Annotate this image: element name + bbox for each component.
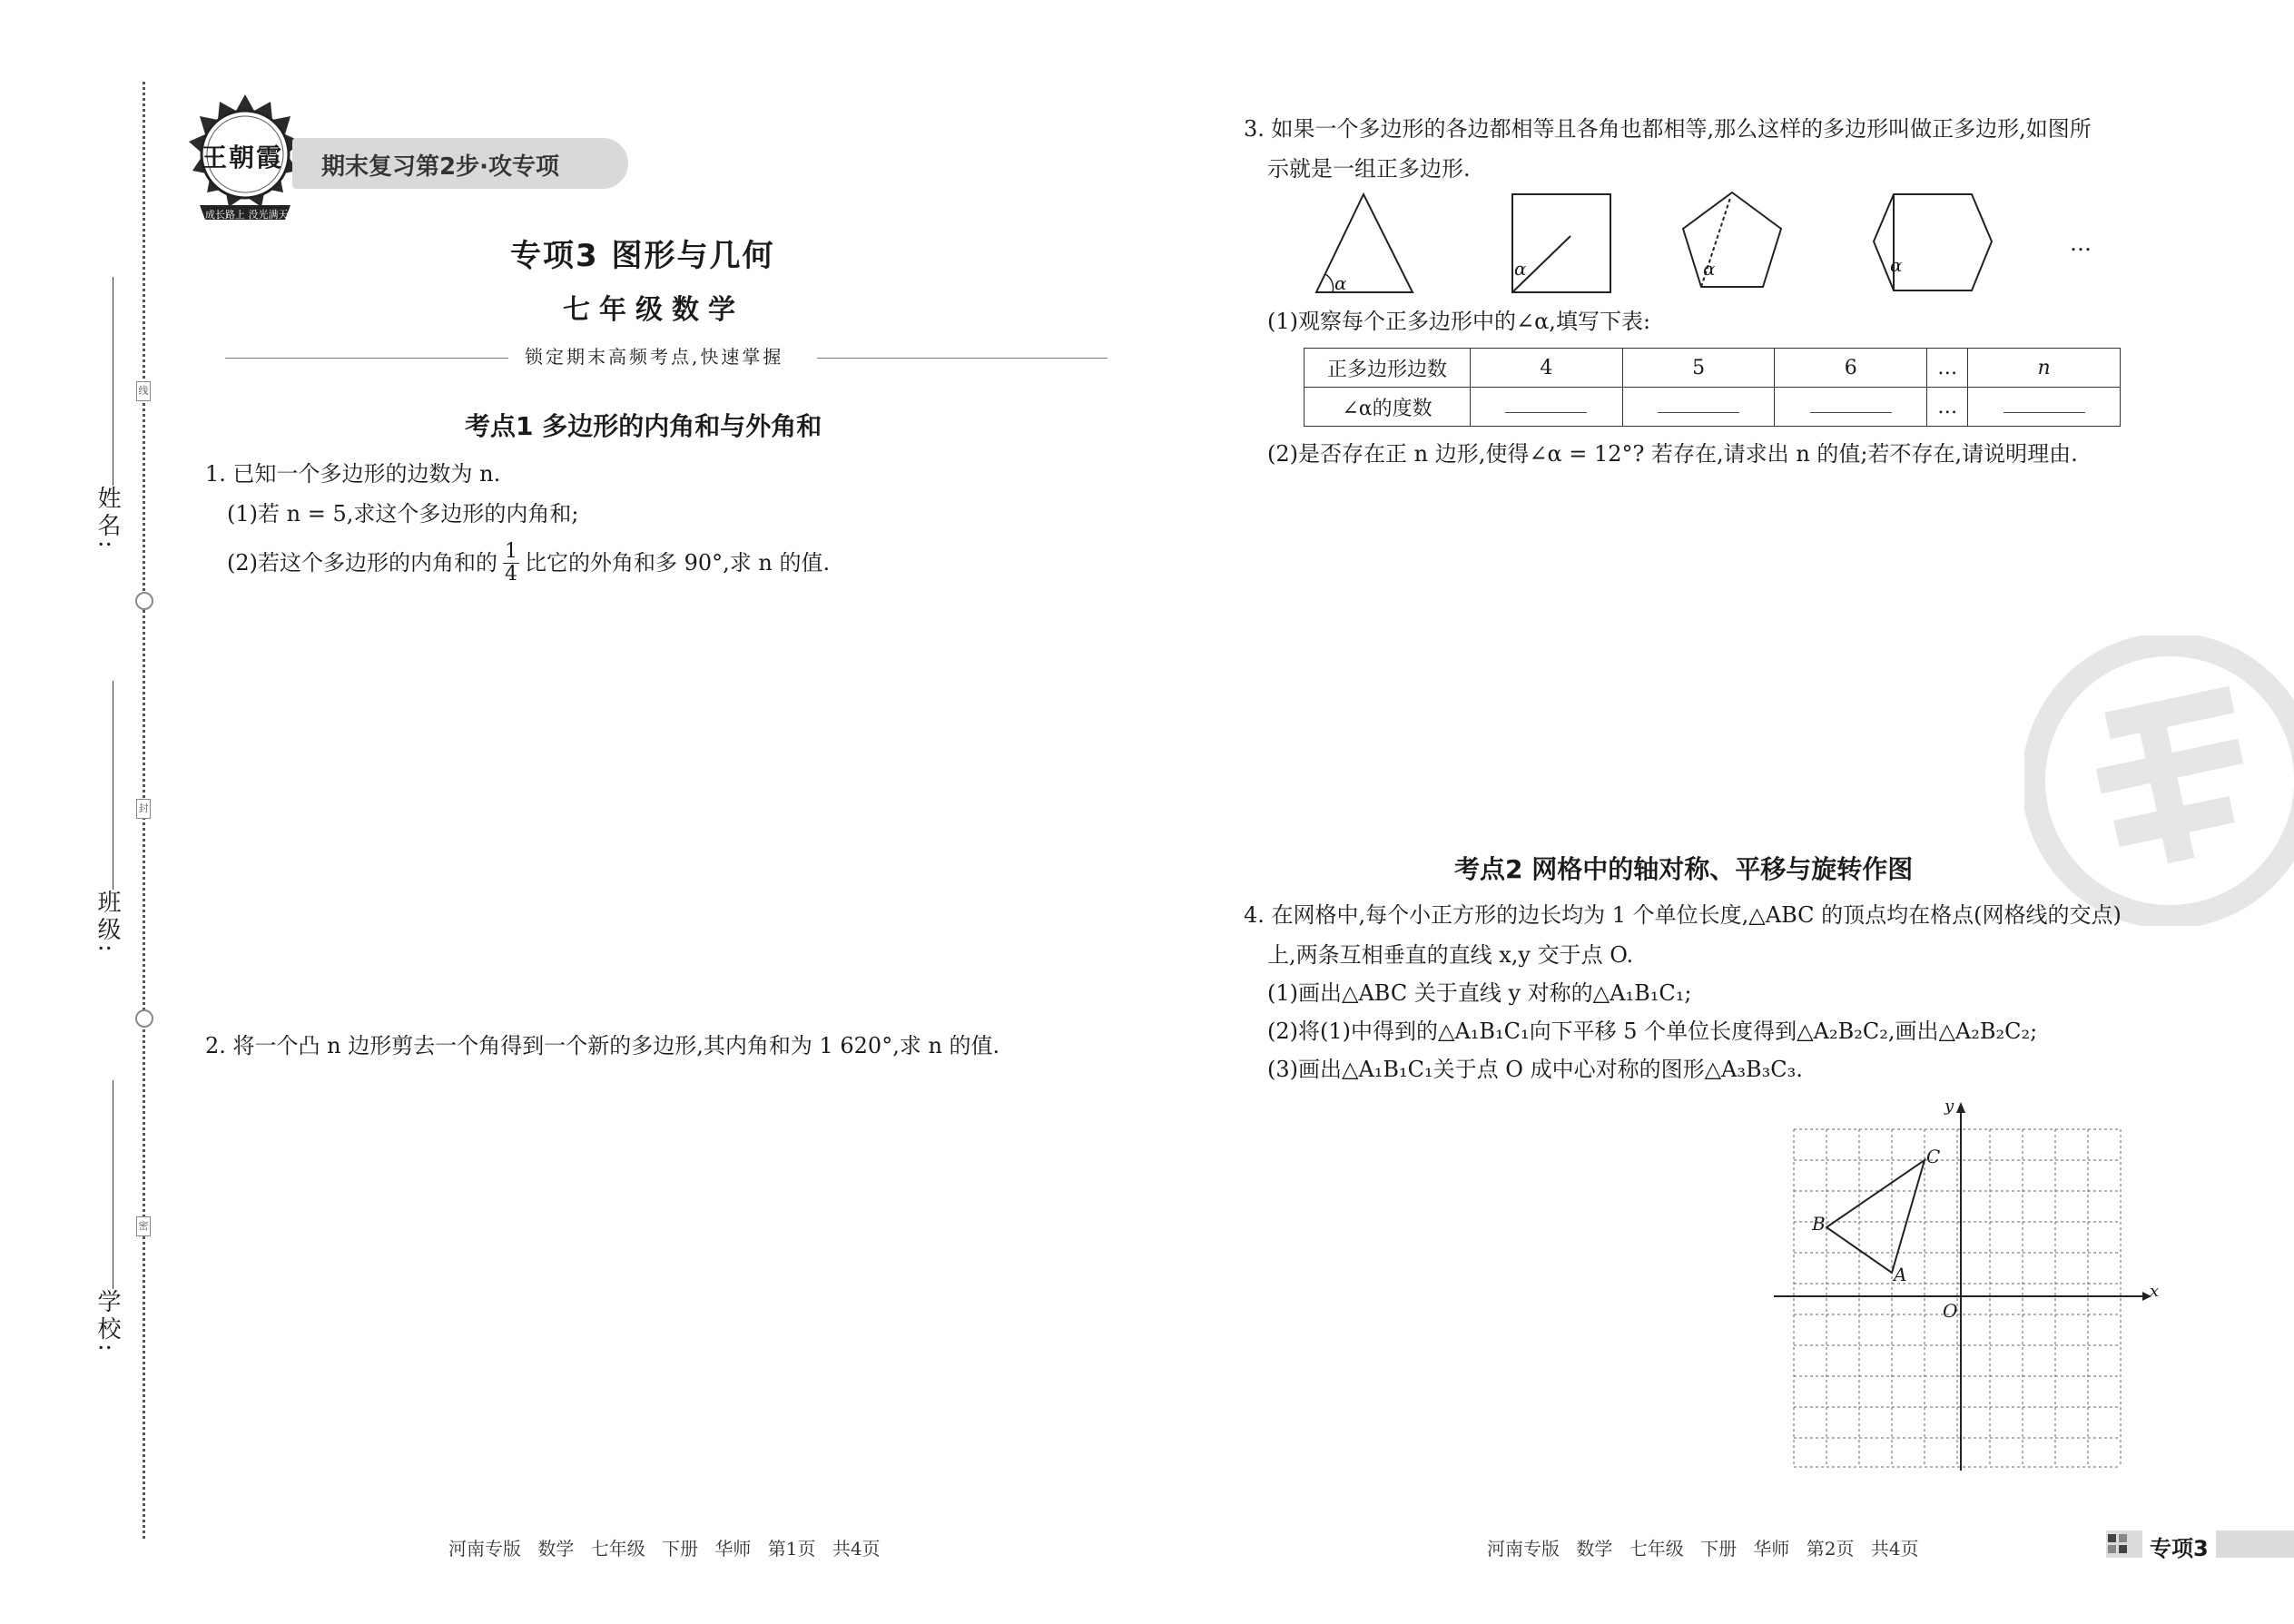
q2-text: 2. 将一个凸 n 边形剪去一个角得到一个新的多边形,其内角和为 1 620°,求 n 的值. [205,1033,1000,1058]
square-figure [1512,194,1610,292]
coordinate-grid [1770,1098,2170,1480]
footer-page2: 河南专版 数学 七年级 下册 华师 第2页 共4页 [1487,1538,1919,1560]
table-cell: 5 [1622,349,1775,388]
q3-line1: 3. 如果一个多边形的各边都相等且各角也都相等,那么这样的多边形叫做正多边形,如图所 [1244,116,2092,142]
table-cell: n [1968,349,2121,388]
grade-subtitle: 七年级数学 [563,294,744,326]
seal-mark-mi: 密 [136,1216,151,1236]
polygon-angle-table [1304,348,2121,427]
q4-part3: (3)画出△A₁B₁C₁关于点 O 成中心对称的图形△A₃B₃C₃. [1267,1057,1803,1082]
footer-page1: 河南专版 数学 七年级 下册 华师 第1页 共4页 [448,1538,881,1560]
section2-title: 考点2 网格中的轴对称、平移与旋转作图 [1454,854,1914,884]
table-cell: 4 [1471,349,1623,388]
angle-label-triangle: α [1334,272,1347,294]
watermark-seal-icon [2024,635,2294,926]
y-axis-arrow-icon [1956,1102,1965,1113]
origin-label: O [1943,1300,1958,1322]
tagline-rule-right [817,358,1108,359]
footer-tag: 专项3 [2142,1530,2216,1562]
q1-stem: 1. 已知一个多边形的边数为 n. [205,461,501,487]
footer-tag-squares-icon [2108,1534,2128,1554]
section1-title: 考点1 多边形的内角和与外角和 [465,411,822,441]
q4-part1: (1)画出△ABC 关于直线 y 对称的△A₁B₁C₁; [1267,980,1692,1006]
q1-part2-before: (2)若这个多边形的内角和的 [227,550,497,576]
grid-lines [1794,1129,2121,1467]
seal-circle-icon [135,592,153,610]
answer-blank[interactable] [1775,388,1927,427]
hexagon-figure [1874,194,1992,290]
y-axis-label: y [1944,1097,1954,1116]
table-cell: … [1927,388,1968,427]
fraction [503,541,519,586]
angle-label-pentagon: α [1703,258,1716,280]
tagline-rule-left [225,358,508,359]
seal-mark-feng: 封 [136,799,151,819]
triangle-figure [1316,194,1413,292]
triangle-abc [1826,1160,1925,1273]
table-header-cell: ∠α的度数 [1305,388,1471,427]
q4-line2: 上,两条互相垂直的直线 x,y 交于点 O. [1267,942,1634,968]
school-label: 学校: [94,1289,121,1355]
answer-blank[interactable] [1471,388,1623,427]
point-a-label: A [1894,1264,1907,1285]
table-cell: … [1927,349,1968,388]
page-title: 专项3 图形与几何 [510,238,775,274]
q3-part2: (2)是否存在正 n 边形,使得∠α = 12°? 若存在,请求出 n 的值;若不存在,请说明理由. [1267,441,2078,467]
point-c-label: C [1926,1146,1941,1167]
answer-blank[interactable] [1622,388,1775,427]
q1-part1: (1)若 n = 5,求这个多边形的内角和; [227,501,579,527]
q1-part2-after: 比它的外角和多 90°,求 n 的值. [525,550,831,576]
pentagon-figure [1683,192,1781,287]
table-header-cell: 正多边形边数 [1305,349,1471,388]
answer-blank[interactable] [1968,388,2121,427]
fraction-numerator: 1 [505,540,517,563]
angle-label-square: α [1514,258,1527,280]
fraction-denominator: 4 [505,563,517,586]
class-label: 班级: [94,890,121,956]
polygon-figures [1307,182,2106,309]
table-cell: 6 [1775,349,1927,388]
name-label: 姓名: [94,486,121,552]
logo-text: 王朝霞 [202,143,284,172]
q1-part2 [227,541,830,586]
q3-part1: (1)观察每个正多边形中的∠α,填写下表: [1267,309,1651,334]
q4-line1: 4. 在网格中,每个小正方形的边长均为 1 个单位长度,△ABC 的顶点均在格点(网格线的交点) [1244,902,2122,928]
seal-circle-icon [135,1009,153,1028]
table-row [1305,349,2121,388]
tagline: 锁定期末高频考点,快速掌握 [525,346,784,368]
banner-text: 期末复习第2步·攻专项 [321,153,559,181]
table-row [1305,388,2121,427]
logo-slogan: 成长路上 没光满天 [205,209,289,221]
q3-line2: 示就是一组正多边形. [1267,156,1471,182]
figures-ellipsis: … [2070,231,2092,256]
q4-part2: (2)将(1)中得到的△A₁B₁C₁向下平移 5 个单位长度得到△A₂B₂C₂,画出△A₂B₂C₂; [1267,1019,2038,1044]
seal-mark-xian: 线 [136,381,151,401]
point-b-label: B [1812,1213,1826,1235]
x-axis-label: x [2150,1282,2160,1301]
angle-label-hexagon: α [1890,254,1903,276]
